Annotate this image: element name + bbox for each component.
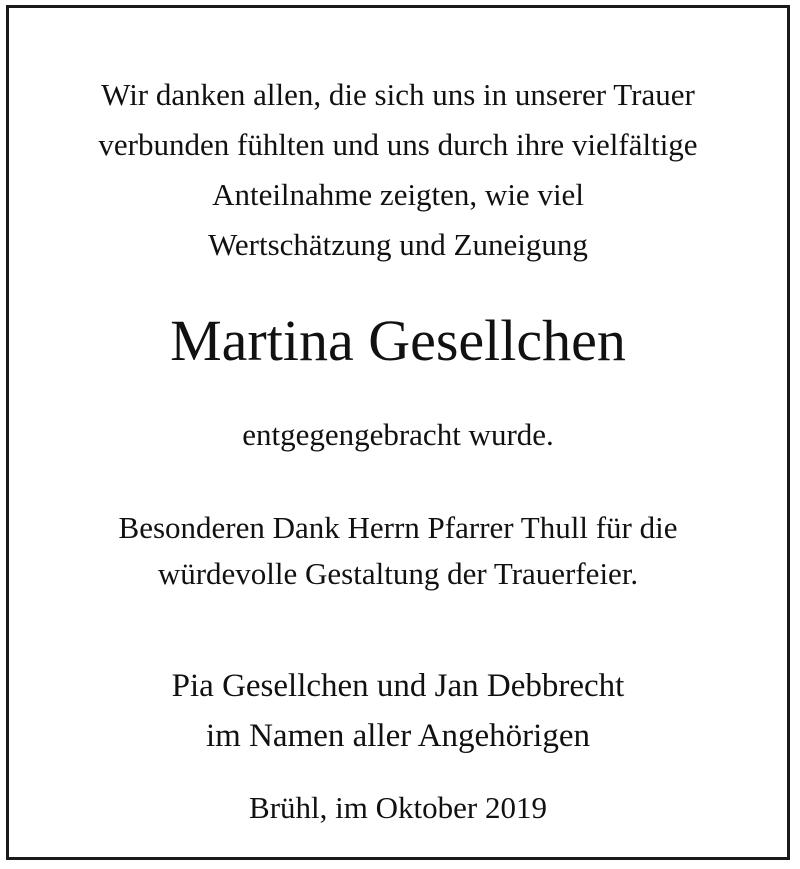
obituary-thank-you-notice: [6, 5, 790, 860]
intro-line-3: Anteilnahme zeigten, wie viel: [212, 177, 584, 212]
signers: [9, 661, 787, 761]
intro-line-4: Wertschätzung und Zuneigung: [208, 227, 588, 262]
deceased-name: Martina Gesellchen: [170, 308, 626, 373]
special-thanks-paragraph: [9, 505, 787, 597]
signers-names: Pia Gesellchen und Jan Debbrecht: [171, 668, 625, 704]
intro-paragraph: [9, 70, 787, 270]
place-and-date: Brühl, im Oktober 2019: [249, 790, 547, 825]
closing-line: entgegengebracht wurde.: [242, 417, 554, 452]
thanks-line-2: würdevolle Gestaltung der Trauerfeier.: [157, 556, 639, 591]
signers-on-behalf: im Namen aller Angehörigen: [206, 718, 590, 754]
intro-line-2: verbunden fühlten und uns durch ihre vielfältige: [98, 127, 698, 162]
thanks-line-1: Besonderen Dank Herrn Pfarrer Thull für die: [118, 510, 678, 545]
intro-line-1: Wir danken allen, die sich uns in unserer Trauer: [101, 77, 695, 112]
